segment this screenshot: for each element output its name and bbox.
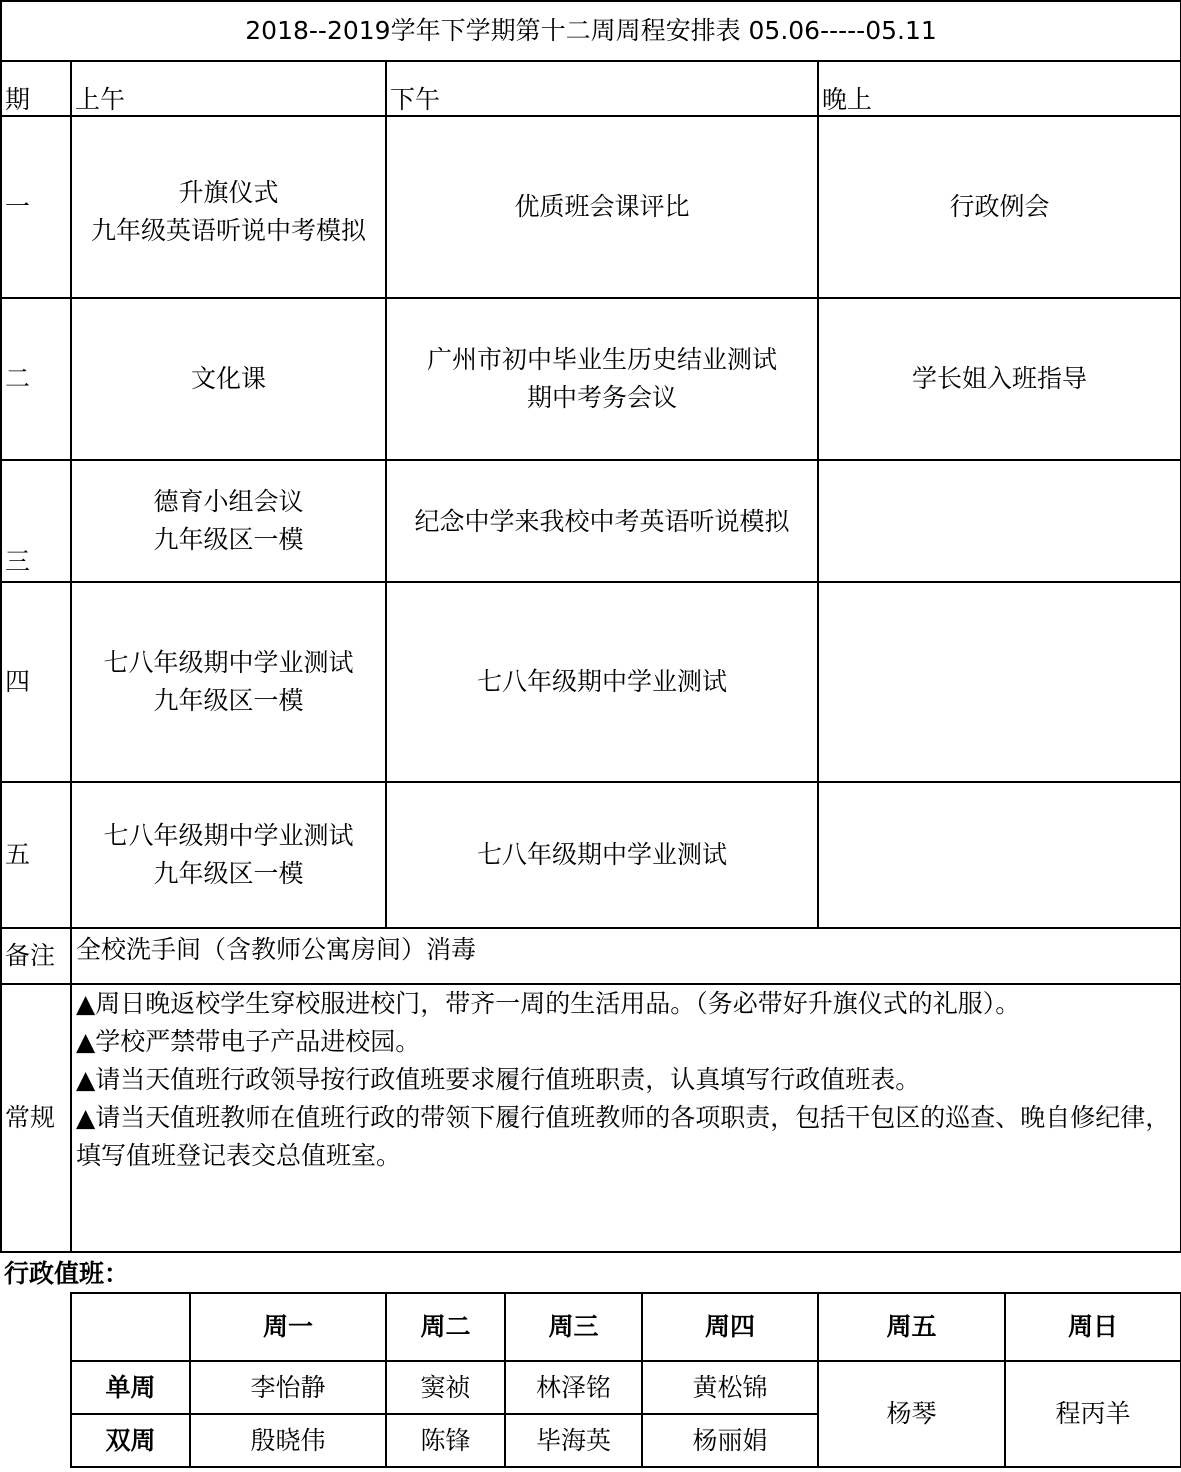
day-row-5 bbox=[1, 782, 1181, 928]
double-week-label: 双周 bbox=[71, 1414, 190, 1467]
weekday-header: 周四 bbox=[642, 1293, 818, 1361]
afternoon-cell: 七八年级期中学业测试 bbox=[386, 782, 818, 928]
evening-cell bbox=[818, 582, 1181, 782]
morning-cell: 升旗仪式 九年级英语听说中考模拟 bbox=[71, 116, 386, 298]
regular-item: ▲请当天值班教师在值班行政的带领下履行值班教师的各项职责，包括干包区的巡查、晚自修纪律，填写值班登记表交总值班室。 bbox=[76, 1103, 1171, 1170]
day-label: 三 bbox=[1, 460, 71, 582]
header-day: 期 bbox=[1, 61, 71, 116]
duty-name: 毕海英 bbox=[505, 1414, 642, 1467]
day-label: 四 bbox=[1, 582, 71, 782]
single-week-label: 单周 bbox=[71, 1361, 190, 1414]
duty-header-row bbox=[71, 1293, 1181, 1361]
duty-name: 殷晓伟 bbox=[190, 1414, 386, 1467]
day-row-1 bbox=[1, 116, 1181, 298]
morning-cell: 德育小组会议 九年级区一模 bbox=[71, 460, 386, 582]
afternoon-cell: 纪念中学来我校中考英语听说模拟 bbox=[386, 460, 818, 582]
weekday-header: 周日 bbox=[1005, 1293, 1181, 1361]
weekday-header: 周五 bbox=[818, 1293, 1005, 1361]
regular-label: 常规 bbox=[1, 984, 71, 1252]
evening-cell bbox=[818, 460, 1181, 582]
regular-list bbox=[71, 984, 1181, 1252]
morning-cell: 文化课 bbox=[71, 298, 386, 460]
duty-section-label: 行政值班： bbox=[4, 1259, 130, 1288]
regular-row bbox=[1, 984, 1181, 1252]
weekday-header: 周一 bbox=[190, 1293, 386, 1361]
header-row bbox=[1, 61, 1181, 116]
schedule-title: 2018--2019学年下学期第十二周周程安排表 05.06-----05.11 bbox=[1, 1, 1181, 61]
morning-cell: 七八年级期中学业测试 九年级区一模 bbox=[71, 782, 386, 928]
weekday-header: 周二 bbox=[386, 1293, 505, 1361]
regular-item: ▲周日晚返校学生穿校服进校门，带齐一周的生活用品。（务必带好升旗仪式的礼服）。 bbox=[76, 989, 1021, 1018]
duty-name: 黄松锦 bbox=[642, 1361, 818, 1414]
day-row-2 bbox=[1, 298, 1181, 460]
header-morning: 上午 bbox=[71, 61, 386, 116]
afternoon-cell: 广州市初中毕业生历史结业测试 期中考务会议 bbox=[386, 298, 818, 460]
regular-item: ▲学校严禁带电子产品进校园。 bbox=[76, 1027, 421, 1056]
friday-duty-name: 杨琴 bbox=[818, 1361, 1005, 1467]
duty-name: 林泽铭 bbox=[505, 1361, 642, 1414]
day-label: 五 bbox=[1, 782, 71, 928]
morning-cell: 七八年级期中学业测试 九年级区一模 bbox=[71, 582, 386, 782]
day-row-3 bbox=[1, 460, 1181, 582]
duty-name: 窦祯 bbox=[386, 1361, 505, 1414]
evening-cell: 学长姐入班指导 bbox=[818, 298, 1181, 460]
single-week-row bbox=[71, 1361, 1181, 1414]
duty-name: 杨丽娟 bbox=[642, 1414, 818, 1467]
duty-roster-table bbox=[70, 1292, 1181, 1468]
evening-cell bbox=[818, 782, 1181, 928]
regular-item: ▲请当天值班行政领导按行政值班要求履行值班职责，认真填写行政值班表。 bbox=[76, 1065, 921, 1094]
notes-label: 备注 bbox=[1, 928, 71, 984]
header-afternoon: 下午 bbox=[386, 61, 818, 116]
weekday-header: 周三 bbox=[505, 1293, 642, 1361]
header-evening: 晚上 bbox=[818, 61, 1181, 116]
day-label: 一 bbox=[1, 116, 71, 298]
duty-corner-cell bbox=[71, 1293, 190, 1361]
day-row-4 bbox=[1, 582, 1181, 782]
day-label: 二 bbox=[1, 298, 71, 460]
sunday-duty-name: 程丙羊 bbox=[1005, 1361, 1181, 1467]
evening-cell: 行政例会 bbox=[818, 116, 1181, 298]
afternoon-cell: 七八年级期中学业测试 bbox=[386, 582, 818, 782]
notes-row bbox=[1, 928, 1181, 984]
notes-text: 全校洗手间（含教师公寓房间）消毒 bbox=[71, 928, 1181, 984]
afternoon-cell: 优质班会课评比 bbox=[386, 116, 818, 298]
duty-name: 陈锋 bbox=[386, 1414, 505, 1467]
duty-name: 李怡静 bbox=[190, 1361, 386, 1414]
